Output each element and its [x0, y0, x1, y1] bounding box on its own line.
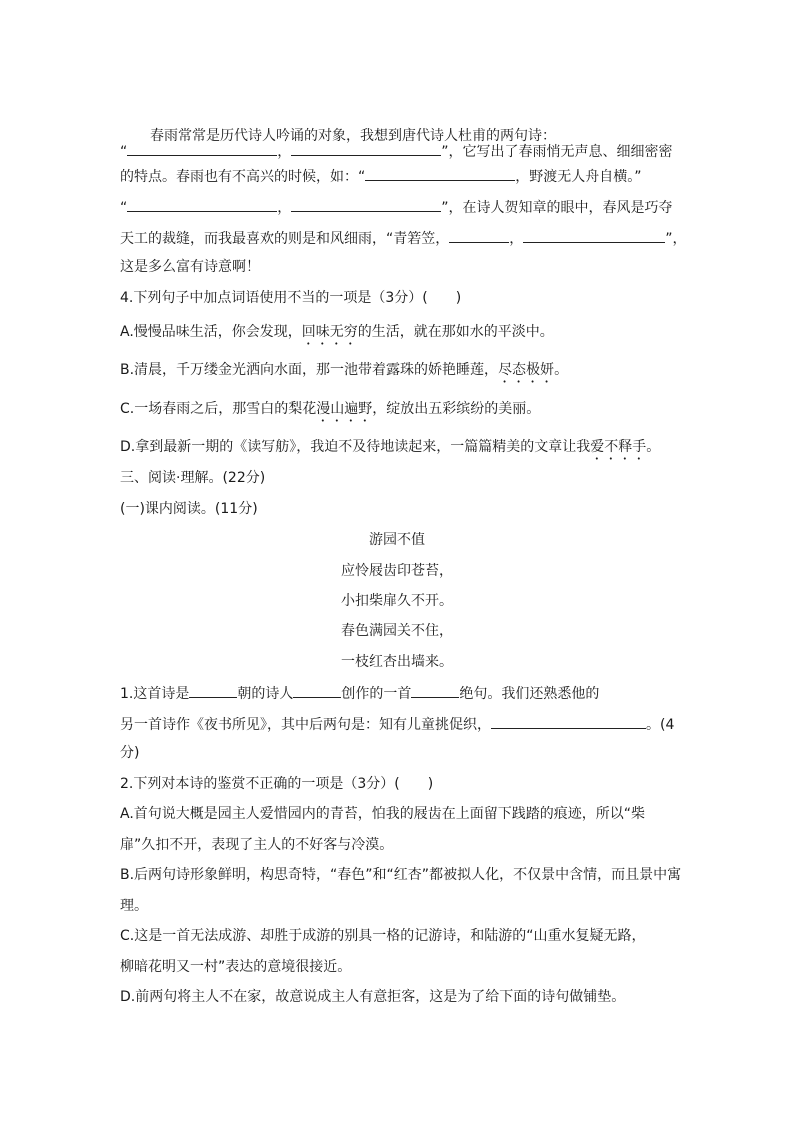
- answer-blank[interactable]: [491, 713, 646, 729]
- q2-option-b-cont: 理。: [120, 898, 148, 914]
- q4-option-c[interactable]: C.一场春雨之后，那雪白的梨花漫山遍野，绽放出五彩缤纷的美丽。: [120, 401, 541, 417]
- answer-blank[interactable]: [293, 682, 341, 698]
- q2-stem: 2.下列对本诗的鉴赏不正确的一项是（3分）( ): [120, 776, 434, 792]
- q2-option-c[interactable]: C.这是一首无法成游、却胜于成游的别具一格的记游诗，和陆游的“山重水复疑无路，: [120, 928, 646, 944]
- poem-line-2: 小扣柴扉久不开。: [341, 593, 453, 609]
- q2-option-c-cont: 柳暗花明又一村”表达的意境很接近。: [120, 959, 352, 975]
- q1-line-3: 分): [120, 745, 140, 761]
- answer-blank[interactable]: [291, 196, 441, 212]
- poem-line-1: 应怜屐齿印苍苔，: [341, 563, 453, 579]
- answer-blank[interactable]: [127, 196, 277, 212]
- intro-line-2b: “ ， ”，它写出了春雨悄无声息、细细密密: [120, 140, 673, 162]
- poem-line-4: 一枝红杏出墙来。: [341, 654, 453, 670]
- intro-line-4: “ ， ”，在诗人贺知章的眼中，春风是巧夺: [120, 196, 673, 218]
- section-3-subtitle: (一)课内阅读。(11分): [120, 501, 258, 517]
- answer-blank[interactable]: [365, 165, 515, 181]
- answer-blank[interactable]: [291, 140, 441, 156]
- answer-blank[interactable]: [523, 227, 665, 243]
- q4-option-a[interactable]: A.慢慢品味生活，你会发现，回味无穷的生活，就在那如水的平淡中。: [120, 324, 554, 340]
- poem-title: 游园不值: [369, 532, 425, 548]
- q2-option-a-cont: 扉”久扣不开，表现了主人的不好客与冷漠。: [120, 837, 394, 853]
- q4-option-b[interactable]: B.清晨，千万缕金光洒向水面，那一池带着露珠的娇艳睡莲，尽态极妍。: [120, 362, 569, 378]
- answer-blank[interactable]: [127, 140, 277, 156]
- q4-stem: 4.下列句子中加点词语使用不当的一项是（3分）( ): [120, 290, 462, 306]
- q2-option-d[interactable]: D.前两句将主人不在家，故意说成主人有意拒客，这是为了给下面的诗句做铺垫。: [120, 989, 626, 1005]
- answer-blank[interactable]: [189, 682, 237, 698]
- answer-blank[interactable]: [449, 227, 509, 243]
- intro-line-6: 这是多么富有诗意啊！: [120, 259, 260, 275]
- q2-option-b[interactable]: B.后两句诗形象鲜明，构思奇特，“春色”和“红杏”都被拟人化，不仅景中含情，而且景中寓: [120, 867, 682, 883]
- intro-line-1: 春雨常常是历代诗人吟诵的对象，我想到唐代诗人杜甫的两句诗：: [150, 128, 556, 144]
- answer-blank[interactable]: [411, 682, 459, 698]
- poem-line-3: 春色满园关不住，: [341, 623, 453, 639]
- section-3-title: 三、阅读·理解。(22分): [120, 470, 266, 486]
- q1-line-2: 另一首诗作《夜书所见》，其中后两句是：知有儿童挑促织， 。(4: [120, 713, 674, 735]
- intro-line-3: 的特点。春雨也有不高兴的时候，如：“ ，野渡无人舟自横。”: [120, 165, 642, 187]
- q2-option-a[interactable]: A.首句说大概是园主人爱惜园内的青苔，怕我的屐齿在上面留下践踏的痕迹，所以“柴: [120, 806, 646, 822]
- q1-line-1: 1.这首诗是 朝的诗人 创作的一首 绝句。我们还熟悉他的: [120, 682, 599, 704]
- q4-option-d[interactable]: D.拿到最新一期的《读写舫》，我迫不及待地读起来，一篇篇精美的文章让我爱不释手。: [120, 439, 661, 455]
- intro-line-5: 天工的裁缝，而我最喜欢的则是和风细雨，“青箬笠， ， ”，: [120, 227, 687, 249]
